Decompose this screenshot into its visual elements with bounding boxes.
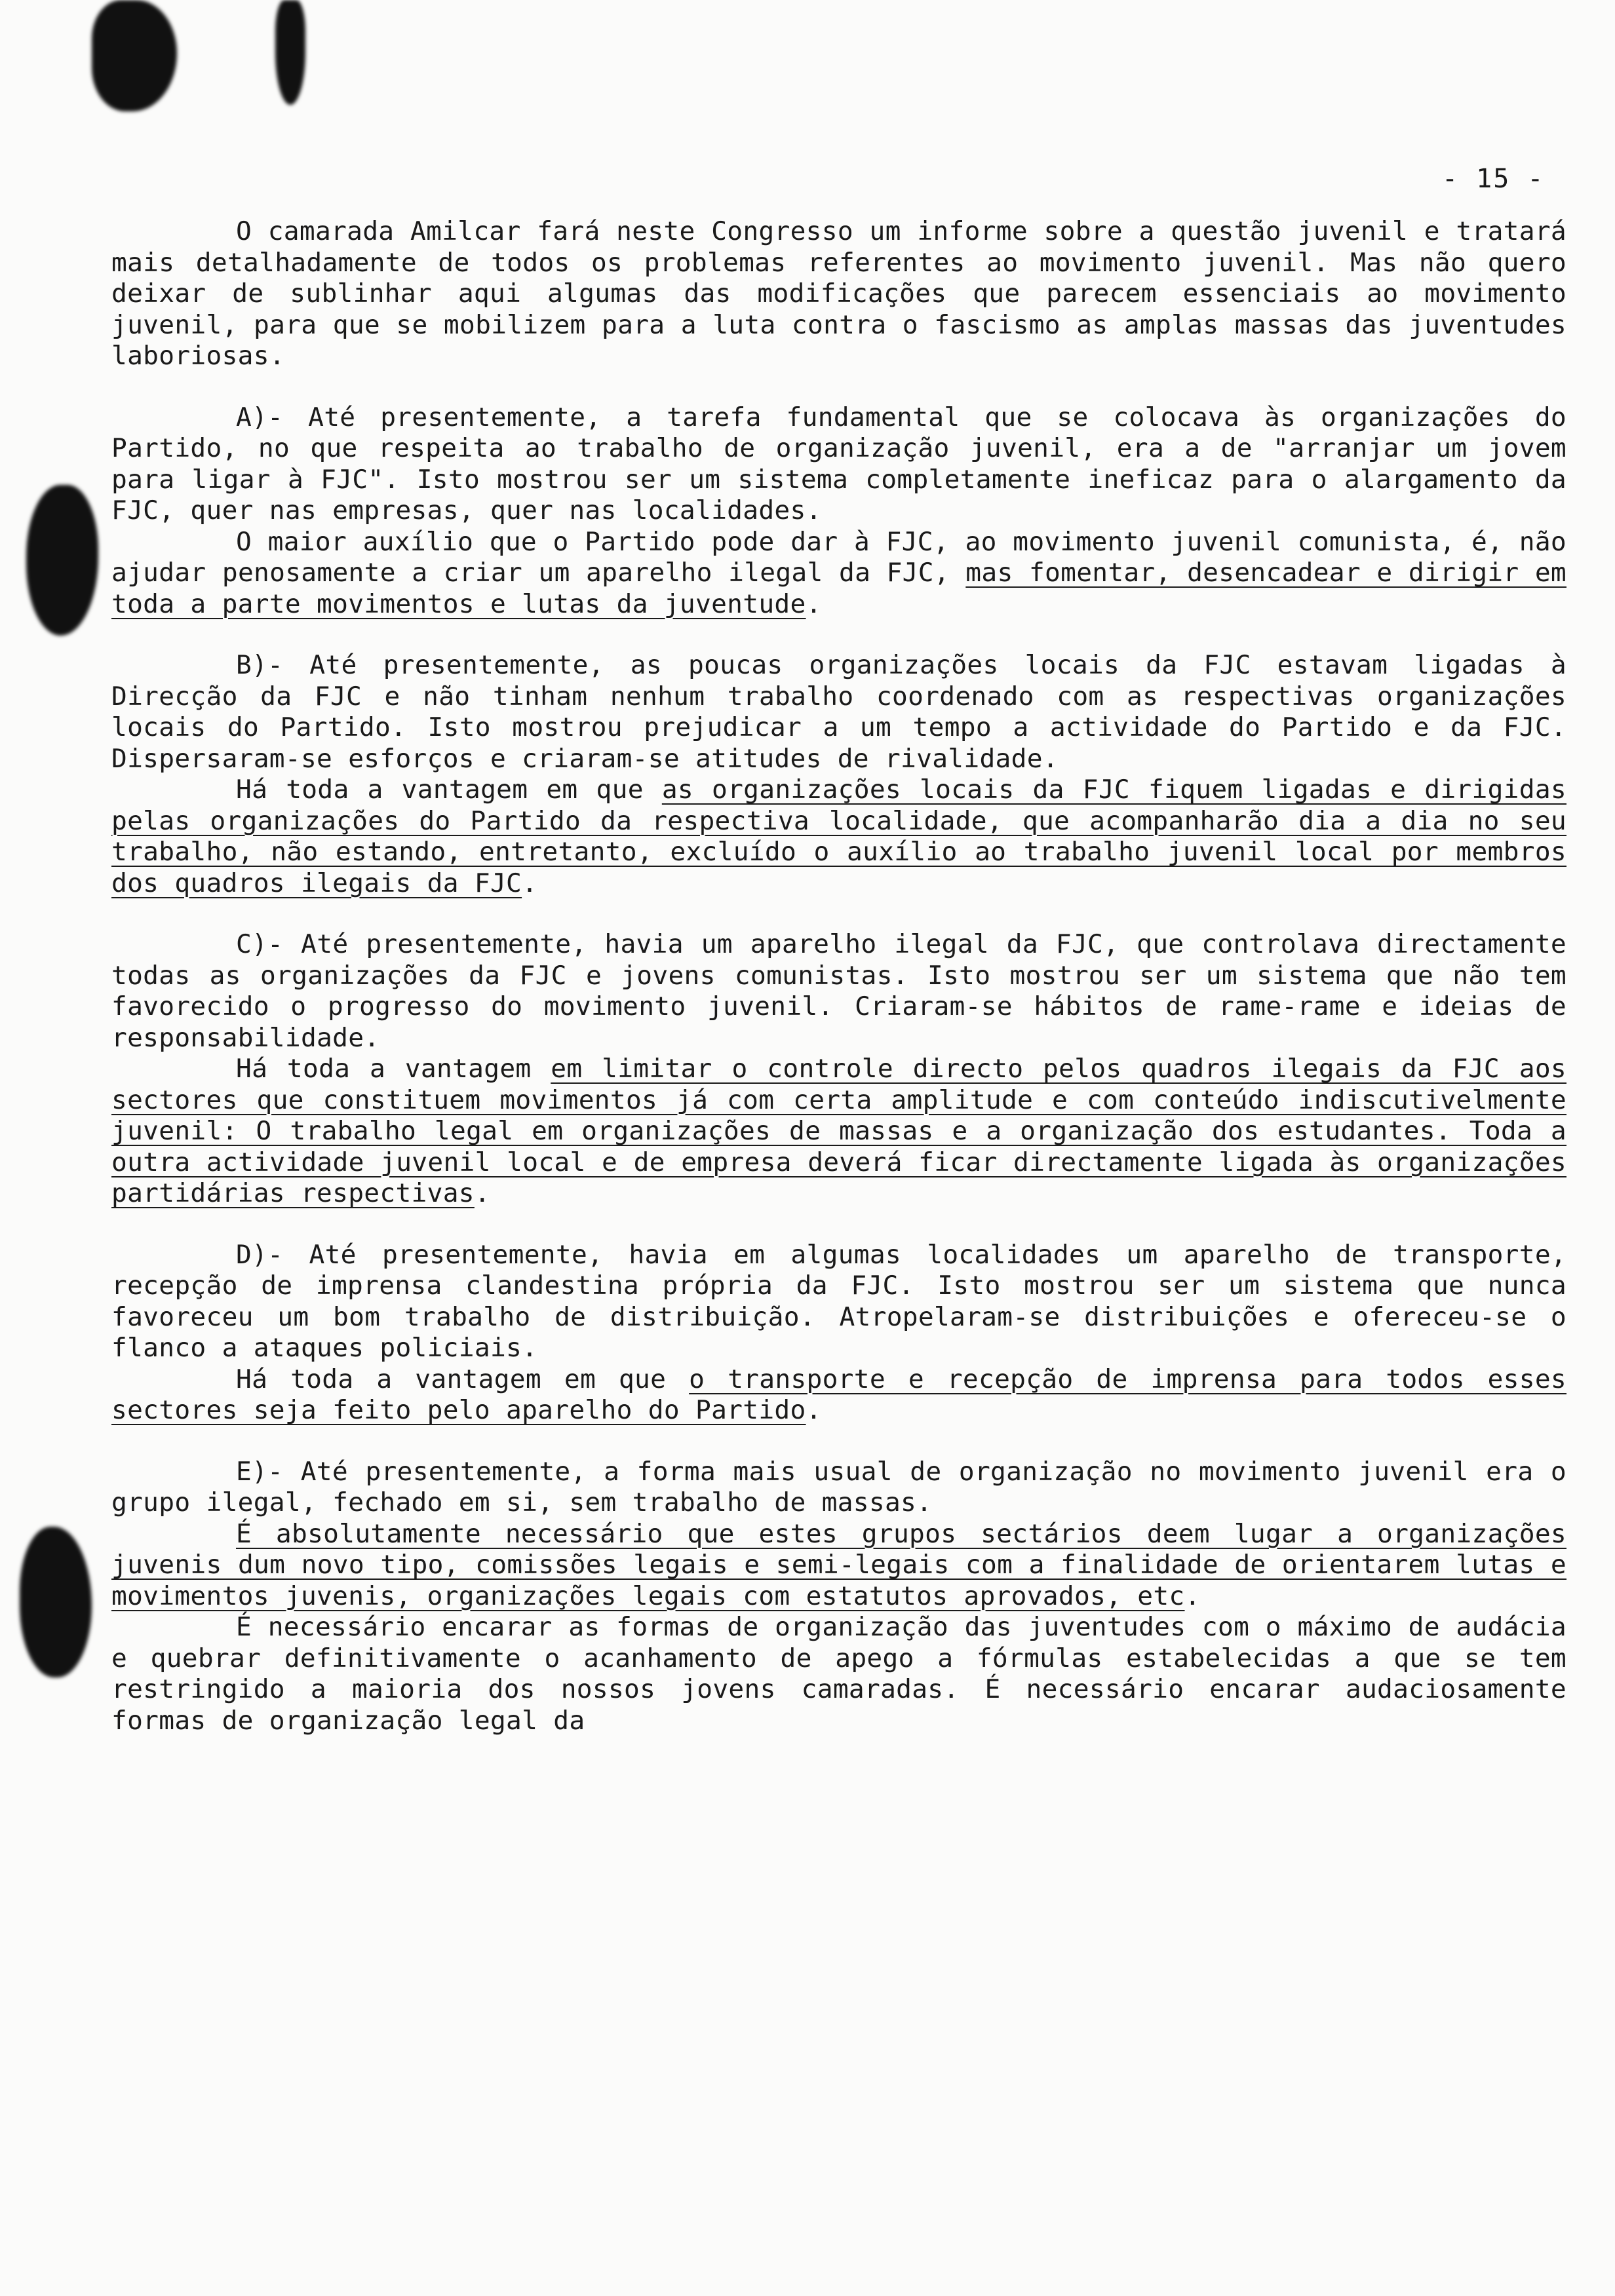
paragraph-text: A)- Até presentemente, a tarefa fundamental que se colocava às organizações do Partido, no que respeita ao trabalho de organização juvenil, era a de "arranjar um jovem para ligar à FJC". Isto mostrou ser um sistema completamente ineficaz para o alargamento da FJC, quer nas empresas, quer nas localidades. [111,402,1566,526]
section-E [111,1457,1566,1737]
paragraph [111,929,1566,1054]
paragraph-text: O camarada Amilcar fará neste Congresso um informe sobre a questão juvenil e tratará mais detalhadamente de todos os problemas referentes ao movimento juvenil. Mas não quero deixar de sublinhar aqui algumas das modificações que parecem essenciais ao movimento juvenil, para que se mobilizem para a luta contra o fascismo as amplas massas das juventudes laboriosas. [111,216,1566,371]
section-C [111,929,1566,1210]
paragraph-text: . [806,1395,822,1425]
paragraph-text: É necessário encarar as formas de organização das juventudes com o máximo de audácia e quebrar definitivamente o acanhamento de apego a fórmulas estabelecidas a que se tem restringido a maioria dos nossos jovens camaradas. É necessário encarar audaciosamente formas de organização legal da [111,1612,1566,1736]
paragraph [111,1240,1566,1364]
paragraph [111,775,1566,899]
underlined-text: o transporte e recepção de imprensa para todos esses sectores seja feito pelo aparelho do Partido [111,1364,1566,1425]
paragraph-text: . [522,868,538,898]
ink-blot [20,1527,92,1677]
paragraph [111,650,1566,775]
ink-blot [26,485,98,636]
paragraph [111,1054,1566,1210]
paragraph-text: D)- Até presentemente, havia em algumas localidades um aparelho de transporte, recepção de imprensa clandestina própria da FJC. Isto mostrou ser um sistema que nunca favoreceu um bom trabalho de distribuição. Atropelaram-se distribuições e ofereceu-se o flanco a ataques policiais. [111,1239,1566,1363]
paragraph-text: C)- Até presentemente, havia um aparelho ilegal da FJC, que controlava directamente todas as organizações da FJC e jovens comunistas. Isto mostrou ser um sistema que não tem favorecido o progresso do movimento juvenil. Criaram-se hábitos de rame-rame e ideias de responsabilidade. [111,929,1566,1053]
paragraph [111,1612,1566,1736]
paragraph-text: . [806,588,822,619]
paragraph [111,527,1566,621]
paragraph [111,1519,1566,1613]
paragraph-text: Há toda a vantagem em que [236,1364,690,1394]
page-number: - 15 - [1442,164,1545,194]
paragraph-text: . [474,1178,490,1208]
section-A [111,402,1566,621]
ink-blot [92,0,177,111]
section-B [111,650,1566,899]
section-D [111,1240,1566,1426]
paragraph [111,1364,1566,1426]
document-body [111,216,1566,1736]
underlined-text: mas fomentar, desencadear e dirigir em toda a parte movimentos e lutas da juventude [111,558,1566,619]
paragraph-text: Há toda a vantagem [236,1054,551,1084]
section-intro [111,216,1566,372]
paragraph-text: E)- Até presentemente, a forma mais usual de organização no movimento juvenil era o grupo ilegal, fechado em si, sem trabalho de massas. [111,1456,1566,1518]
underlined-text: É absolutamente necessário que estes grupos sectários deem lugar a organizações juvenis dum novo tipo, comissões legais e semi-legais com a finalidade de orientarem lutas e movimentos juvenis, organizações legais com estatutos aprovados, etc [111,1518,1566,1611]
underlined-text: em limitar o controle directo pelos quadros ilegais da FJC aos sectores que constituem movimentos já com certa amplitude e com conteúdo indiscutivelmente juvenil: O trabalho legal em organizações de massas e a organização dos estudantes. Toda a outra actividade juvenil local e de empresa deverá ficar directamente ligada às organizações partidárias respectivas [111,1054,1566,1208]
paragraph-text: . [1184,1580,1201,1611]
paragraph [111,1457,1566,1519]
paragraph [111,402,1566,527]
underlined-text: as organizações locais da FJC fiquem ligadas e dirigidas pelas organizações do Partido da respectiva localidade, que acompanharão dia a dia no seu trabalho, não estando, entretanto, excluído o auxílio ao trabalho juvenil local por membros dos quadros ilegais da FJC [111,775,1566,898]
paragraph-text: Há toda a vantagem em que [236,775,662,805]
ink-blot [275,0,305,105]
paragraph [111,216,1566,372]
paragraph-text: O maior auxílio que o Partido pode dar à FJC, ao movimento juvenil comunista, é, não ajudar penosamente a criar um aparelho ilegal da FJC, [111,526,1566,588]
paragraph-text: B)- Até presentemente, as poucas organizações locais da FJC estavam ligadas à Direcção da FJC e não tinham nenhum trabalho coordenado com as respectivas organizações locais do Partido. Isto mostrou prejudicar a um tempo a actividade do Partido e da FJC. Dispersaram-se esforços e criaram-se atitudes de rivalidade. [111,650,1566,774]
